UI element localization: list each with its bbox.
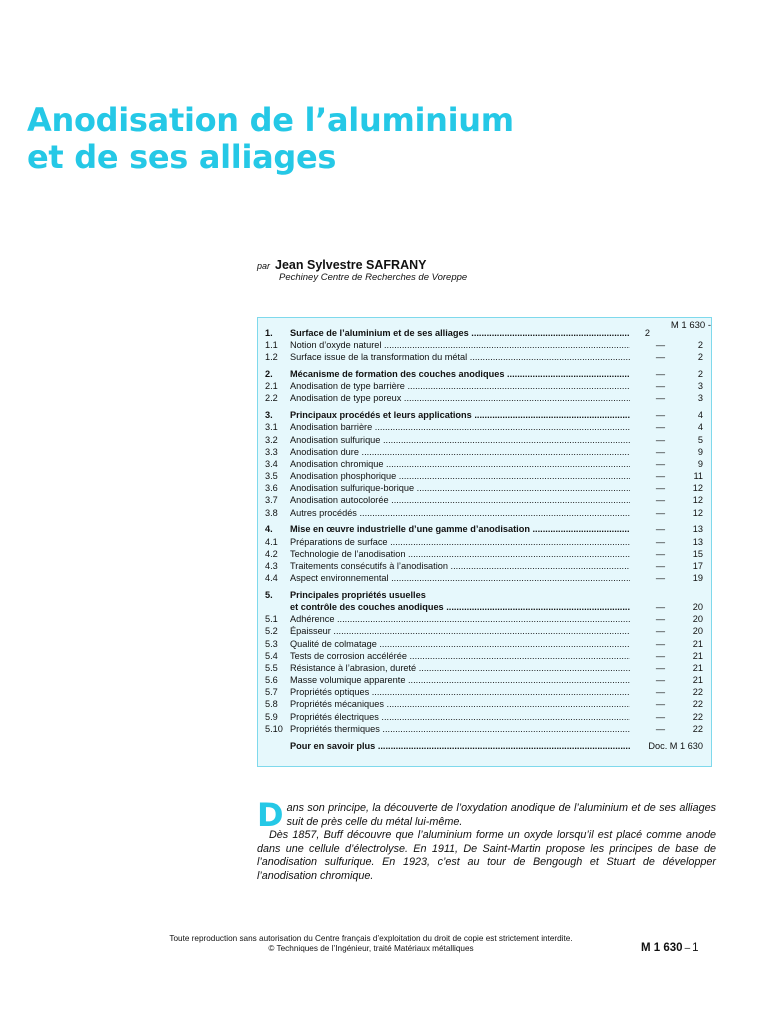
toc-label: Qualité de colmatage ..... [290,638,630,650]
toc-label: Préparations de surface ..... [290,536,630,548]
toc-page [665,589,703,601]
drop-cap: D [257,796,284,834]
toc-number: 3.1 [265,422,278,433]
toc-label: Autres procédés ..... [290,507,630,519]
toc-page: 2 [644,328,650,338]
toc-dash: — [655,495,665,506]
toc-number: 3.8 [265,507,278,518]
toc-row [265,548,711,560]
toc-page: 20 [692,601,703,612]
toc-number: 5.8 [265,699,278,710]
toc-row [265,470,711,482]
toc-label: Mise en œuvre industrielle d’une gamme d’anodisation ..... [290,523,630,535]
toc-label: Propriétés électriques ..... [290,711,630,723]
toc-dash: — [655,614,665,625]
toc-label: et contrôle des couches anodiques ..... [290,601,630,613]
toc-label: Anodisation de type barrière ..... [290,380,630,392]
toc-label: Masse volumique apparente ..... [290,674,630,686]
footer-line-2: © Techniques de l’Ingénieur, traité Matériaux métalliques [268,943,474,953]
toc-label: Résistance à l’abrasion, dureté ..... [290,662,630,674]
toc-page: 9 [697,446,703,457]
toc-number: 2.2 [265,393,278,404]
toc-row [265,434,711,446]
author-block [257,256,468,283]
toc-dash [630,589,665,601]
toc-dash: — [655,524,665,535]
toc-dash: — [655,560,665,571]
toc-row [265,723,711,735]
toc-number: 4. [265,524,273,535]
toc-dash: Doc. M 1 630 [648,740,703,751]
author-prefix: par [257,261,271,271]
toc-dash: — [655,352,665,363]
page-number-value: 1 [692,942,699,954]
toc-label: Adhérence ..... [290,613,630,625]
toc-row [265,638,711,650]
toc-row [265,711,711,723]
toc-label: Tests de corrosion accélérée ..... [290,650,630,662]
toc-page: 19 [692,573,703,584]
toc-number: 3.5 [265,471,278,482]
toc-page: 13 [692,524,703,535]
toc-number [265,601,290,613]
toc-row [265,686,711,698]
toc-dash: — [655,573,665,584]
toc-number: 3.7 [265,495,278,506]
toc-row [265,351,711,363]
toc-row [265,458,711,470]
toc-row [265,368,711,380]
page-number [641,938,699,956]
intro-paragraph-1: ans son principe, la découverte de l’oxydation anodique de l’aluminium et de ses alliages suit de près celle du métal lui-même. [286,802,716,828]
footer-line-1: Toute reproduction sans autorisation du Centre français d’exploitation du droit de copie est strictement interdite. [169,934,573,943]
toc-page: 20 [692,626,703,637]
toc-list [265,327,711,752]
toc-page: 12 [692,483,703,494]
toc-dash: — [655,369,665,380]
toc-row [265,507,711,519]
toc-page: 2 [697,369,703,380]
toc-row [265,625,711,637]
toc-row [265,327,711,339]
toc-label: Épaisseur ..... [290,625,630,637]
toc-number: 5.1 [265,614,278,625]
toc-label: Anodisation de type poreux ..... [290,392,630,404]
toc-row [265,560,711,572]
toc-dash: — [655,410,665,421]
toc-row [265,613,711,625]
toc-number: 1.1 [265,340,278,351]
toc-dash: — [655,650,665,661]
toc-row [265,650,711,662]
toc-dash: — [655,601,665,612]
toc-label: Principaux procédés et leurs applications ..... [290,409,630,421]
toc-label: Anodisation barrière ..... [290,421,630,433]
copyright-footer [110,934,632,953]
toc-number: 3. [265,410,273,421]
toc-row [265,523,711,535]
toc-number: 4.4 [265,573,278,584]
title-line-2: et de ses alliages [27,138,337,176]
toc-number: 2.1 [265,381,278,392]
author-affiliation: Pechiney Centre de Recherches de Voreppe [279,272,468,283]
toc-number: 5.5 [265,662,278,673]
table-of-contents [257,317,712,767]
toc-number: 1. [265,328,273,338]
toc-number: 3.6 [265,483,278,494]
toc-label: Technologie de l’anodisation ..... [290,548,630,560]
toc-number: 1.2 [265,352,278,363]
document-code: M 1 630 [641,942,683,954]
toc-number: 5.7 [265,687,278,698]
toc-number: 4.1 [265,536,278,547]
toc-number: 3.3 [265,446,278,457]
toc-page: 3 [697,381,703,392]
toc-reference: M 1 630 - [670,320,711,331]
toc-number: 5.10 [265,723,283,734]
toc-page: 15 [692,548,703,559]
toc-row [265,339,711,351]
toc-row [265,380,711,392]
toc-dash: — [655,422,665,433]
toc-page: 22 [692,687,703,698]
toc-dash: — [655,458,665,469]
toc-row [265,698,711,710]
toc-label: Notion d’oxyde naturel ..... [290,339,630,351]
toc-row [265,536,711,548]
toc-row [265,482,711,494]
toc-dash: — [655,638,665,649]
toc-label: Anodisation dure ..... [290,446,630,458]
toc-page: 4 [697,410,703,421]
toc-row [265,740,711,752]
toc-row [265,446,711,458]
toc-number: 5.9 [265,711,278,722]
toc-page: 17 [692,560,703,571]
toc-number: 4.3 [265,560,278,571]
toc-page: 21 [692,638,703,649]
toc-row [265,674,711,686]
toc-page: 22 [692,699,703,710]
toc-dash: — [655,536,665,547]
toc-dash: — [655,483,665,494]
toc-label: Anodisation autocolorée ..... [290,494,630,506]
toc-number: 3.4 [265,458,278,469]
toc-page: 20 [692,614,703,625]
toc-label: Propriétés mécaniques ..... [290,698,630,710]
toc-number: 5.2 [265,626,278,637]
toc-label: Pour en savoir plus ..... [290,740,630,752]
toc-label: Traitements consécutifs à l’anodisation ..... [290,560,630,572]
toc-page: 3 [697,393,703,404]
toc-number: 5.3 [265,638,278,649]
toc-page: 12 [692,495,703,506]
toc-row [265,494,711,506]
title-line-1: Anodisation de l’aluminium [27,101,514,139]
toc-number: 4.2 [265,548,278,559]
toc-page: 21 [692,650,703,661]
toc-dash: — [655,340,665,351]
toc-dash: — [655,699,665,710]
toc-dash: — [655,471,665,482]
toc-dash: — [655,675,665,686]
toc-label: Mécanisme de formation des couches anodiques ..... [290,368,630,380]
intro-text [257,796,716,883]
toc-row [265,662,711,674]
toc-page: 11 [693,471,703,482]
toc-dash: — [655,507,665,518]
author-name: Jean Sylvestre SAFRANY [275,258,427,272]
toc-dash: — [655,626,665,637]
toc-label: Propriétés thermiques ..... [290,723,630,735]
toc-dash: — [655,434,665,445]
toc-label: Aspect environnemental ..... [290,572,630,584]
toc-number: 5. [265,589,273,600]
toc-label: Anodisation phosphorique ..... [290,470,630,482]
toc-number: 2. [265,369,273,380]
toc-page: 22 [692,711,703,722]
toc-number: 5.4 [265,650,278,661]
toc-label: Anodisation chromique ..... [290,458,630,470]
toc-page: 22 [692,723,703,734]
toc-row [265,572,711,584]
toc-dash: — [655,687,665,698]
toc-label: Principales propriétés usuelles [290,589,426,600]
toc-page: 2 [697,352,703,363]
toc-number: 5.6 [265,675,278,686]
toc-dash: — [655,446,665,457]
toc-page: 2 [697,340,703,351]
toc-label: Anodisation sulfurique ..... [290,434,630,446]
toc-dash: — [655,548,665,559]
toc-label: Surface de l’aluminium et de ses alliages ..... [290,327,630,339]
toc-page: 12 [692,507,703,518]
toc-row [265,601,711,613]
intro-paragraph-2: Dès 1857, Buff découvre que l’aluminium forme un oxyde lorsqu’il est placé comme anode dans une cellule d’électrolyse. En 1911, De Saint-Martin propose les principes de base de l’anodisation sulfurique. En 1923, c’est au tour de Bengough et Stuart de développer l’anodisation chromique. [257,829,716,882]
toc-dash: — [655,711,665,722]
toc-label: Anodisation sulfurique-borique ..... [290,482,630,494]
toc-dash: — [655,393,665,404]
toc-dash: — [655,662,665,673]
toc-row [265,421,711,433]
toc-row [265,589,711,601]
toc-dash: — [655,723,665,734]
toc-dash: — [655,381,665,392]
toc-page: 4 [697,422,703,433]
toc-page: 21 [692,675,703,686]
toc-number [265,740,290,752]
document-title [27,102,514,176]
page-separator: – [684,943,691,954]
toc-number: 3.2 [265,434,278,445]
toc-row [265,409,711,421]
toc-page: 9 [697,458,703,469]
toc-label: Surface issue de la transformation du métal ..... [290,351,630,363]
toc-label: Propriétés optiques ..... [290,686,630,698]
toc-page: 5 [697,434,703,445]
toc-row [265,392,711,404]
toc-page: 13 [692,536,703,547]
toc-page: 21 [692,662,703,673]
